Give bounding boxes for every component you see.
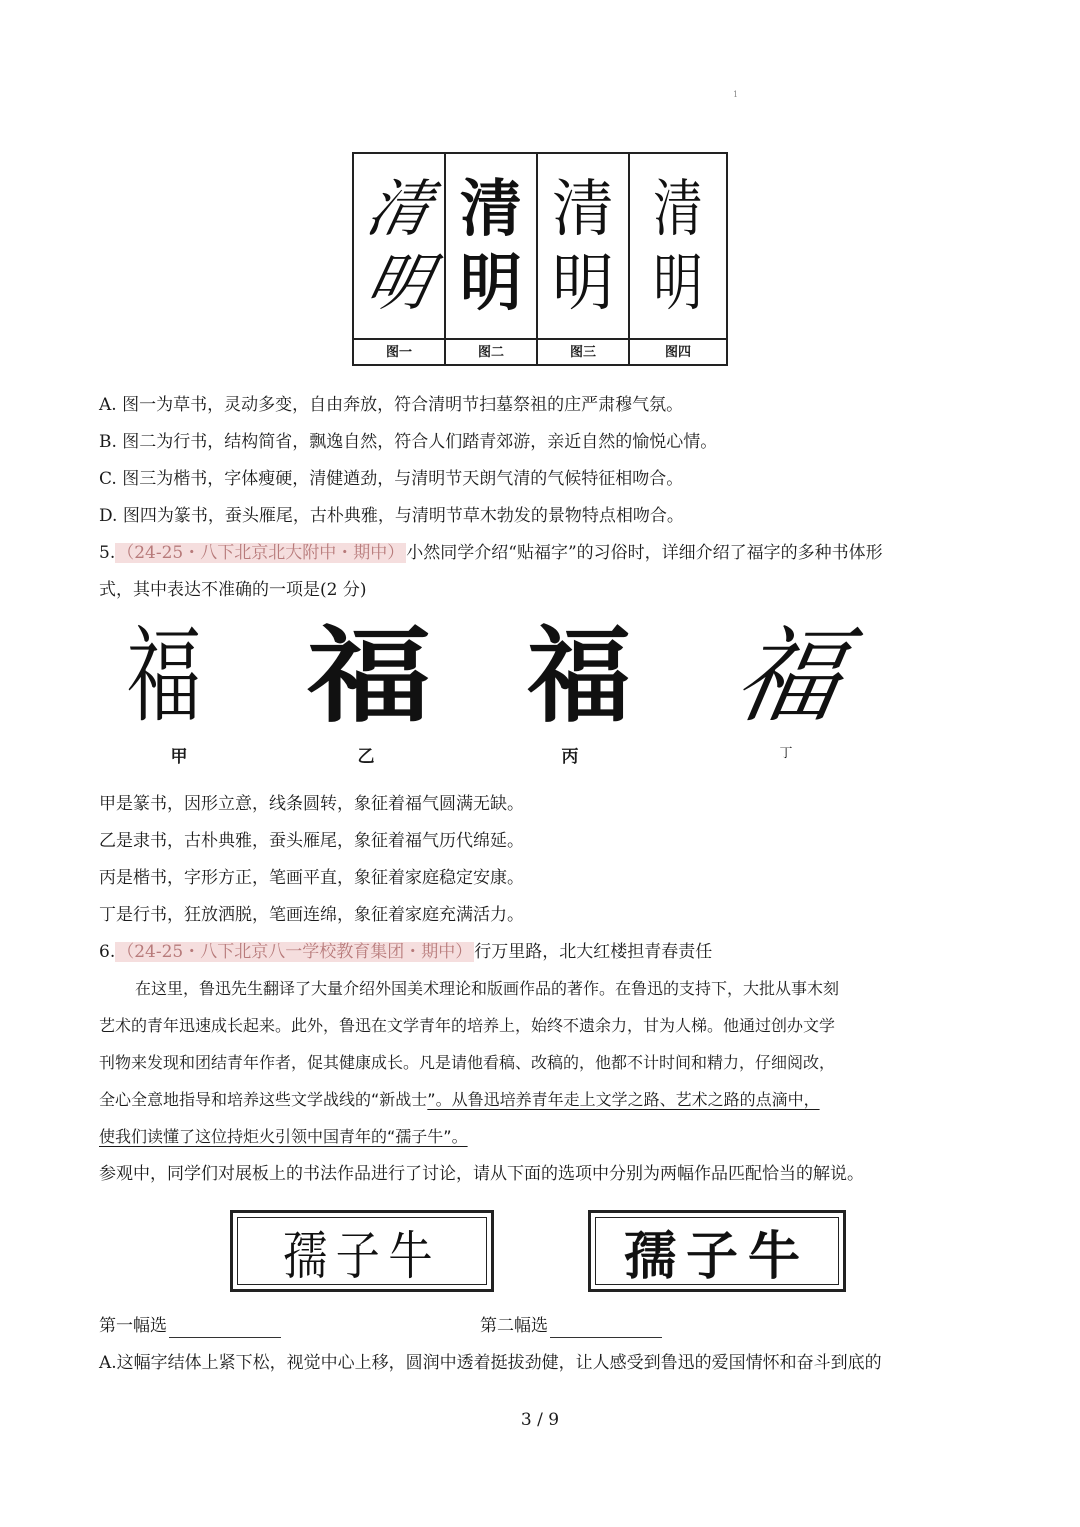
q5-stem-line2: 式，其中表达不准确的一项是(2 分) — [99, 580, 367, 600]
page-number: 3 / 9 — [520, 1410, 560, 1430]
q6-para-line1: 在这里，鲁迅先生翻译了大量介绍外国美术理论和版画作品的著作。在鲁迅的支持下，大批从事木刻 — [135, 979, 840, 998]
calligraphy-figure-table — [352, 152, 728, 366]
answer-1 — [99, 1314, 281, 1338]
q5-statement-jia: 甲是篆书，因形立意，线条圆转，象征着福气圆满无缺。 — [99, 794, 524, 814]
figure-1-cursive: 清 明 — [354, 154, 446, 338]
figure-label: 图二 — [446, 340, 538, 366]
q5-number: 5. — [99, 543, 116, 563]
figure-label: 图四 — [664, 345, 691, 360]
page-mark: 1 — [733, 90, 739, 99]
q5-statement-ding: 丁是行书，狂放洒脱，笔画连绵，象征着家庭充满活力。 — [99, 905, 524, 925]
artwork-2-regular-script: 孺子牛 — [588, 1210, 846, 1292]
answer-2-label: 第二幅选 — [480, 1316, 548, 1336]
answer-2 — [480, 1314, 662, 1338]
fu-char-bing: 福 — [526, 614, 631, 737]
figure-4-seal: 清 明 — [653, 172, 703, 319]
artwork-1-seal-script: 孺子牛 — [230, 1210, 494, 1292]
answer-1-label: 第一幅选 — [99, 1316, 167, 1336]
figure-3-regular: 清 明 — [538, 154, 630, 338]
q6-underlined-text: ”。从鲁迅培养青年走上文学之路、艺术之路的点滴中， — [427, 1090, 820, 1109]
fu-label-bing: 丙 — [561, 747, 579, 767]
q6-para-line4 — [99, 1088, 820, 1112]
figure-2-running: 清 明 — [446, 154, 538, 338]
fu-char-jia: 福 — [126, 615, 202, 737]
fu-label-jia: 甲 — [170, 747, 188, 767]
q6-option-a: A.这幅字结体上紧下松，视觉中心上移，圆润中透着挺拔劲健，让人感受到鲁迅的爱国情怀和奋斗到底的 — [99, 1353, 882, 1373]
q4-option-c: C. 图三为楷书，字体瘦硬，清健遒劲，与清明节天朗气清的气候特征相吻合。 — [99, 469, 684, 489]
q5-stem-line1 — [99, 541, 883, 565]
q6-instruction: 参观中，同学们对展板上的书法作品进行了讨论，请从下面的选项中分别为两幅作品匹配恰当的解说。 — [99, 1164, 864, 1184]
q6-para-line2: 艺术的青年迅速成长起来。此外，鲁迅在文学青年的培养上，始终不遗余力，甘为人梯。他通过创办文学 — [99, 1016, 836, 1035]
answer-1-blank[interactable] — [169, 1319, 281, 1338]
figure-label: 图三 — [538, 340, 630, 366]
fu-char-yi: 福 — [306, 614, 432, 737]
q6-header — [99, 940, 712, 964]
q6-para-line3: 刊物来发现和团结青年作者，促其健康成长。凡是请他看稿、改稿的，他都不计时间和精力，仔细阅改， — [99, 1053, 836, 1072]
fu-char-ding: 福 — [726, 615, 852, 737]
q6-para-line4-text: 全心全意地指导和培养这些文学战线的“新战士 — [99, 1090, 428, 1109]
q5-statement-bing: 丙是楷书，字形方正，笔画平直，象征着家庭稳定安康。 — [99, 868, 524, 888]
fu-label-ding: 丁 — [779, 746, 793, 761]
fu-label-yi: 乙 — [357, 747, 375, 767]
q5-stem: 小然同学介绍“贴福字”的习俗时，详细介绍了福字的多种书体形 — [406, 543, 883, 563]
q4-option-b: B. 图二为行书，结构简省，飘逸自然，符合人们踏青郊游，亲近自然的愉悦心情。 — [99, 432, 718, 452]
q4-option-a: A. 图一为草书，灵动多变，自由奔放，符合清明节扫墓祭祖的庄严肃穆气氛。 — [99, 395, 684, 415]
q5-source-tag: （24-25・八下北京北大附中・期中） — [117, 543, 405, 563]
q6-para-line5: 使我们读懂了这位持炬火引领中国青年的“孺子牛”。 — [99, 1127, 468, 1146]
figure-labels — [354, 338, 726, 366]
q4-option-d: D. 图四为篆书，蚕头雁尾，古朴典雅，与清明节草木勃发的景物特点相吻合。 — [99, 506, 684, 526]
q6-source-tag: （24-25・八下北京八一学校教育集团・期中） — [117, 942, 473, 962]
q6-number: 6. — [99, 942, 116, 962]
q6-title: 行万里路，北大红楼担青春责任 — [474, 942, 713, 962]
answer-2-blank[interactable] — [550, 1319, 662, 1338]
figure-label: 图一 — [354, 340, 446, 366]
fu-character-strip — [99, 614, 852, 770]
q5-statement-yi: 乙是隶书，古朴典雅，蚕头雁尾，象征着福气历代绵延。 — [99, 831, 524, 851]
